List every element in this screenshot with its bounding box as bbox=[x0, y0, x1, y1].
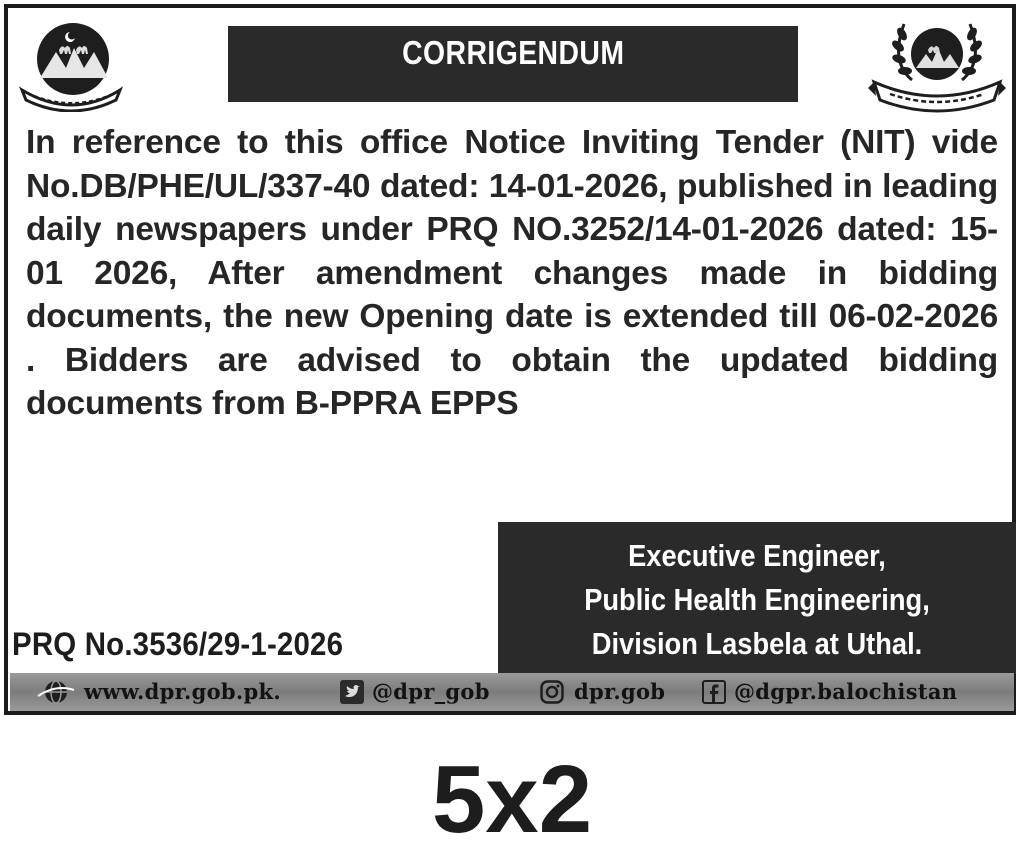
ad-size-label: 5x2 bbox=[431, 746, 593, 853]
signature-line-2: Public Health Engineering, bbox=[584, 582, 930, 617]
facebook-icon bbox=[702, 680, 726, 704]
notice-body: In reference to this office Notice Inviting Tender (NIT) vide No.DB/PHE/UL/337-40 dated: 14-01-2026, published in leading daily newspapers under PRQ NO.3252/14-01-2026 dated: 15-01 2026, After amendment changes made in bidding documents, the new Opening date is extended till 06-02-2026 . Bidders are advised to obtain the updated bidding documents from B-PPRA EPPS bbox=[26, 124, 998, 422]
facebook-handle[interactable]: @dgpr.balochistan bbox=[734, 679, 958, 704]
instagram-handle[interactable]: dpr.gob bbox=[574, 679, 666, 704]
twitter-icon bbox=[340, 680, 364, 704]
signature-box bbox=[498, 522, 1016, 674]
twitter-handle[interactable]: @dpr_gob bbox=[372, 679, 490, 704]
signature-line-3: Division Lasbela at Uthal. bbox=[591, 626, 923, 661]
footer-bar bbox=[10, 673, 1014, 711]
dgpr-emblem-icon bbox=[866, 10, 1008, 114]
website-link[interactable]: www.dpr.gob.pk. bbox=[84, 679, 281, 704]
globe-icon bbox=[36, 680, 76, 704]
prq-number: PRQ No.3536/29-1-2026 bbox=[12, 626, 344, 662]
balochistan-emblem-icon bbox=[16, 12, 126, 112]
instagram-icon bbox=[540, 680, 564, 704]
page-title: CORRIGENDUM bbox=[401, 34, 625, 71]
title-banner bbox=[228, 26, 798, 102]
signature-line-1: Executive Engineer, bbox=[628, 538, 886, 573]
